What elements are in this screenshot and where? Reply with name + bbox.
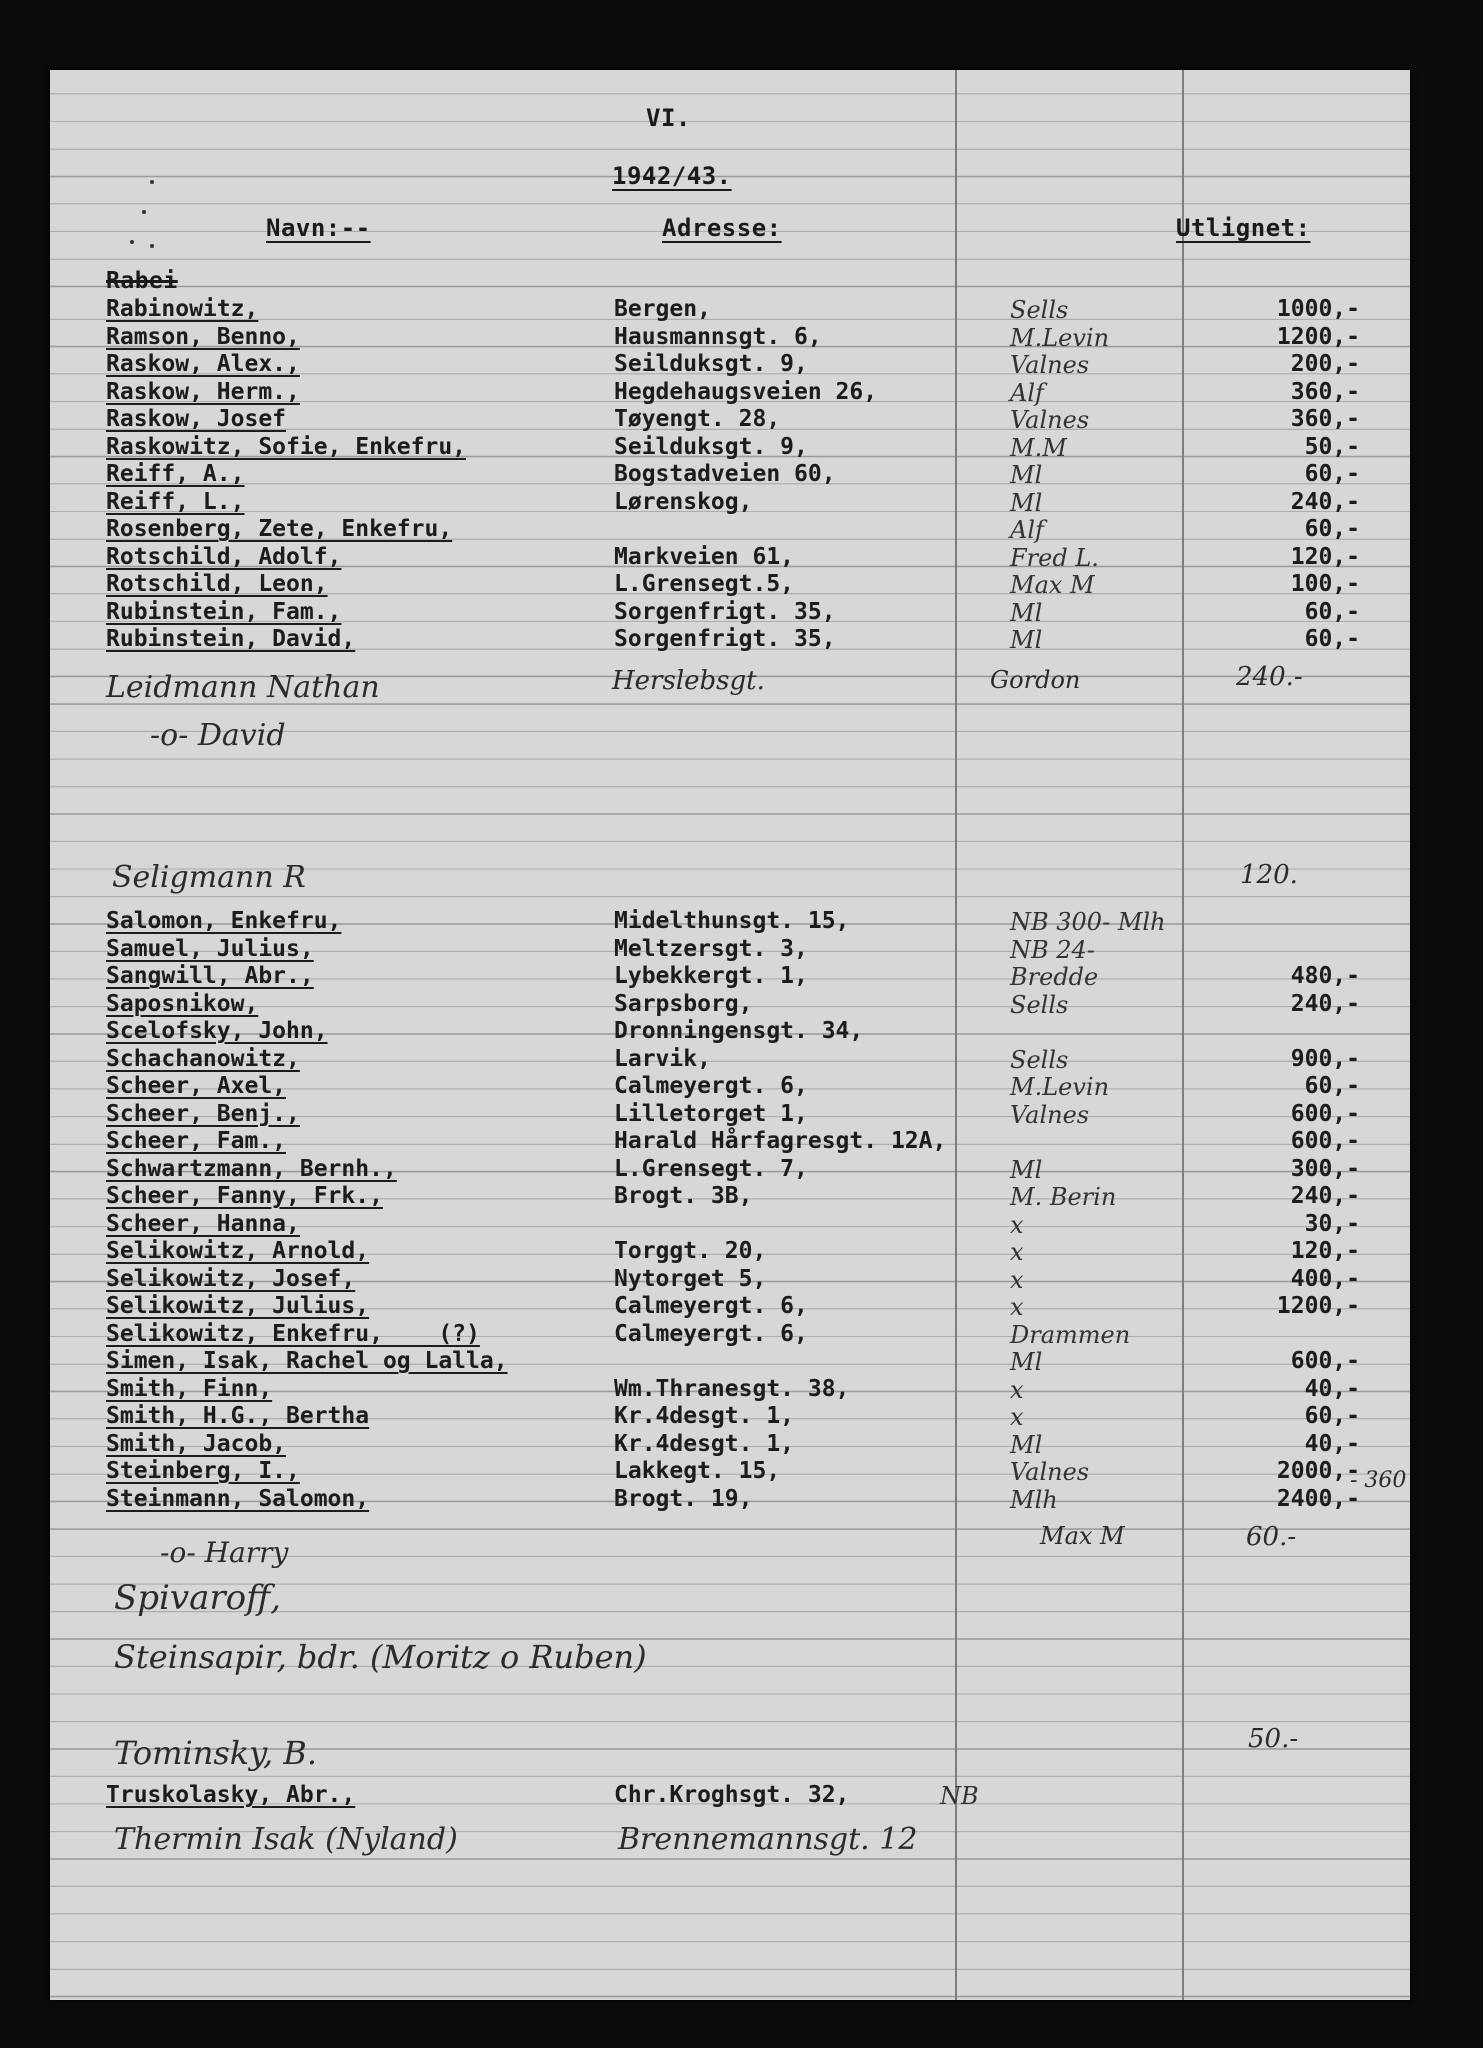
row-address: Sarpsborg, [614, 990, 753, 1017]
row-address: Bergen, [614, 296, 711, 322]
row-address: Chr.Kroghsgt. 32, [614, 1782, 850, 1808]
handwritten-line-steinsapir: Steinsapir, bdr. (Moritz o Ruben) [114, 1638, 647, 1676]
row-note: Ml [1010, 1155, 1043, 1184]
table-row [50, 1018, 1410, 1046]
table-row [50, 406, 1410, 434]
row-amount: 240,- [1290, 990, 1360, 1017]
table-row [50, 1156, 1410, 1184]
row-name: Rotschild, Adolf, [106, 543, 342, 570]
table-row [50, 571, 1410, 599]
row-address: Seilduksgt. 9, [614, 433, 808, 460]
row-name: Rubinstein, Fam., [106, 598, 342, 625]
ink-marks [120, 180, 170, 270]
row-name: Scelofsky, John, [106, 1018, 328, 1044]
row-amount: 900,- [1290, 1045, 1360, 1072]
handwritten-amount-seligmann: 120. [1240, 860, 1298, 890]
table-row [50, 1293, 1410, 1321]
table-row [50, 1321, 1410, 1349]
row-amount: 2400,- [1276, 1485, 1360, 1512]
row-note: M. Berin [1010, 1183, 1117, 1211]
row-address: Brogt. 3B, [614, 1183, 753, 1209]
row-note: Valnes [1010, 1100, 1090, 1129]
row-name: Rosenberg, Zete, Enkefru, [106, 516, 453, 542]
row-amount: 200,- [1290, 351, 1360, 377]
row-name: Scheer, Axel, [106, 1073, 287, 1099]
row-amount: 360,- [1290, 378, 1360, 405]
row-note: M.Levin [1010, 323, 1110, 352]
handwritten-note: Gordon [990, 666, 1081, 694]
row-name: Truskolasky, Abr., [106, 1782, 356, 1808]
row-address: Dronningensgt. 34, [614, 1018, 864, 1044]
row-note: Sells [1010, 990, 1069, 1019]
row-name: Smith, Finn, [106, 1375, 273, 1402]
row-name: Raskow, Josef [106, 406, 287, 432]
row-address: Lilletorget 1, [614, 1100, 808, 1127]
table-row [50, 489, 1410, 517]
table-row [50, 1376, 1410, 1404]
table-row [50, 296, 1410, 324]
row-address: Harald Hårfagresgt. 12A, [614, 1128, 947, 1154]
handwritten-name-harry: -o- Harry [160, 1536, 289, 1569]
row-name: Scheer, Benj., [106, 1100, 300, 1127]
row-amount: 50,- [1304, 433, 1360, 460]
row-name: Selikowitz, Arnold, [106, 1238, 370, 1264]
row-address: Hausmannsgt. 6, [614, 323, 822, 350]
row-note: NB 300- Mlh [1010, 908, 1166, 936]
row-amount: 240,- [1290, 1183, 1360, 1209]
handwritten-name-thermin: Thermin Isak (Nyland) [114, 1822, 458, 1857]
row-address: Markveien 61, [614, 543, 795, 570]
row-note: x [1010, 1375, 1024, 1404]
row-note: Ml [1010, 626, 1043, 654]
row-note: Alf [1010, 516, 1044, 544]
handwritten-line-spivaroff: Spivaroff, [114, 1578, 282, 1618]
table-row [50, 351, 1410, 379]
page-number: VI. [646, 104, 691, 132]
handwritten-note-harry: Max M [1040, 1522, 1125, 1550]
row-note: M.M [1010, 433, 1067, 462]
row-address: L.Grensegt. 7, [614, 1155, 808, 1182]
row-address: Sorgenfrigt. 35, [614, 598, 836, 625]
row-address: Kr.4desgt. 1, [614, 1403, 795, 1429]
table-row [50, 963, 1410, 991]
row-amount: 300,- [1290, 1155, 1360, 1182]
table-row [50, 936, 1410, 964]
row-name: Selikowitz, Josef, [106, 1265, 356, 1292]
row-address: Meltzersgt. 3, [614, 935, 808, 962]
row-name: Smith, Jacob, [106, 1430, 287, 1457]
row-amount: 2000,- [1276, 1458, 1360, 1484]
row-amount: 60,- [1304, 1403, 1360, 1429]
row-note: Ml [1010, 461, 1043, 489]
row-name: Simen, Isak, Rachel og Lalla, [106, 1348, 508, 1374]
table-row [50, 1046, 1410, 1074]
row-amount: 400,- [1290, 1265, 1360, 1292]
row-note: Bredde [1010, 963, 1099, 991]
row-note: Valnes [1010, 1458, 1090, 1486]
row-amount: 60,- [1304, 461, 1360, 487]
row-address: Nytorget 5, [614, 1265, 767, 1292]
row-amount: 600,- [1290, 1100, 1360, 1127]
row-amount: 100,- [1290, 571, 1360, 597]
row-address: Calmeyergt. 6, [614, 1320, 808, 1347]
row-name: Salomon, Enkefru, [106, 908, 342, 934]
row-address: Torggt. 20, [614, 1238, 767, 1264]
row-note: x [1010, 1210, 1024, 1239]
row-amount: 1200,- [1276, 323, 1360, 350]
row-note: x [1010, 1293, 1024, 1321]
table-row [50, 1101, 1410, 1129]
row-name: Rabinowitz, [106, 296, 259, 322]
table-row [50, 1403, 1410, 1431]
row-address: Lakkegt. 15, [614, 1458, 781, 1484]
year-heading: 1942/43. [612, 162, 732, 190]
row-amount: 480,- [1290, 963, 1360, 989]
row-note: NB [940, 1782, 979, 1810]
row-amount: 1200,- [1276, 1293, 1360, 1319]
row-note: Valnes [1010, 406, 1090, 434]
row-amount: 600,- [1290, 1128, 1360, 1154]
row-note: M.Levin [1010, 1073, 1110, 1101]
table-row [50, 1128, 1410, 1156]
handwritten-amount-harry: 60.- [1246, 1522, 1297, 1552]
row-amount: 120,- [1290, 543, 1360, 570]
table-row [50, 324, 1410, 352]
row-address: Lybekkergt. 1, [614, 963, 808, 989]
row-address: Seilduksgt. 9, [614, 351, 808, 377]
row-name: Schachanowitz, [106, 1045, 300, 1072]
table-row [50, 1238, 1410, 1266]
row-note: Alf [1010, 378, 1044, 407]
row-name: Steinmann, Salomon, [106, 1485, 370, 1512]
row-name: Scheer, Fam., [106, 1128, 287, 1154]
row-note: x [1010, 1265, 1024, 1294]
row-name: Raskowitz, Sofie, Enkefru, [106, 433, 467, 460]
table-row [50, 908, 1410, 936]
table-row [50, 1266, 1410, 1294]
row-amount: 30,- [1304, 1210, 1360, 1237]
row-address: L.Grensegt.5, [614, 571, 795, 597]
row-address: Wm.Thranesgt. 38, [614, 1375, 850, 1402]
row-note: Fred L. [1010, 543, 1099, 572]
row-amount: 60,- [1304, 1073, 1360, 1099]
handwritten-address: Herslebsgt. [612, 666, 765, 696]
table-row [50, 1211, 1410, 1239]
table-row [50, 1073, 1410, 1101]
row-amount: 360,- [1290, 406, 1360, 432]
row-address: Hegdehaugsveien 26, [614, 378, 878, 405]
row-note: Ml [1010, 1348, 1043, 1376]
handwritten-name-2: -o- David [150, 718, 286, 753]
row-amount: 60,- [1304, 598, 1360, 625]
row-note: x [1010, 1403, 1024, 1431]
row-name: Smith, H.G., Bertha [106, 1403, 370, 1429]
row-note: Max M [1010, 571, 1095, 599]
ledger-page [50, 70, 1410, 2000]
row-address: Brogt. 19, [614, 1485, 753, 1512]
row-name: Rubinstein, David, [106, 626, 356, 652]
row-name: Saposnikow, [106, 990, 259, 1017]
row-name: Raskow, Alex., [106, 351, 300, 377]
table-row [50, 434, 1410, 462]
row-address: Kr.4desgt. 1, [614, 1430, 795, 1457]
handwritten-address-thermin: Brennemannsgt. 12 [618, 1822, 918, 1857]
row-note: Sells [1010, 1045, 1069, 1074]
row-address: Bogstadveien 60, [614, 461, 836, 487]
row-amount: 240,- [1290, 488, 1360, 515]
handwritten-amount: 240.- [1236, 662, 1303, 692]
table-row [50, 461, 1410, 489]
table-row [50, 516, 1410, 544]
struck-heading: Rabei [106, 268, 178, 294]
column-header-name: Navn:-- [266, 214, 371, 242]
table-row [50, 1348, 1410, 1376]
row-note: Mlh [1010, 1485, 1058, 1514]
row-name: Sangwill, Abr., [106, 963, 314, 989]
row-address: Lørenskog, [614, 488, 753, 515]
table-row [50, 599, 1410, 627]
row-note: Ml [1010, 598, 1043, 627]
handwritten-name: Leidmann Nathan [106, 670, 380, 705]
row-amount: 60,- [1304, 626, 1360, 652]
table-row [50, 1183, 1410, 1211]
row-amount: 1000,- [1276, 296, 1360, 322]
row-address: Calmeyergt. 6, [614, 1293, 808, 1319]
handwritten-amount-tominsky: 50.- [1248, 1724, 1299, 1754]
row-amount: 600,- [1290, 1348, 1360, 1374]
row-note: Ml [1010, 488, 1043, 517]
row-name: Steinberg, I., [106, 1458, 300, 1484]
row-address: Midelthunsgt. 15, [614, 908, 850, 934]
margin-note: - 360 [1350, 1468, 1407, 1493]
handwritten-name-tominsky: Tominsky, B. [114, 1734, 317, 1772]
row-amount: 40,- [1304, 1430, 1360, 1457]
row-name: Reiff, A., [106, 461, 245, 487]
table-row [50, 991, 1410, 1019]
row-note: x [1010, 1238, 1024, 1266]
row-note: Drammen [1010, 1320, 1131, 1349]
row-note: Sells [1010, 296, 1069, 324]
table-row [50, 1431, 1410, 1459]
row-amount: 60,- [1304, 516, 1360, 542]
row-name: Schwartzmann, Bernh., [106, 1155, 397, 1182]
row-amount: 120,- [1290, 1238, 1360, 1264]
row-name: Rotschild, Leon, [106, 571, 328, 597]
row-address: Tøyengt. 28, [614, 406, 781, 432]
row-name: Samuel, Julius, [106, 935, 314, 962]
table-row [50, 379, 1410, 407]
row-note: NB 24- [1010, 935, 1095, 964]
column-header-amount: Utlignet: [1176, 214, 1311, 242]
table-row [50, 544, 1410, 572]
row-name: Scheer, Hanna, [106, 1210, 300, 1237]
table-row [50, 1486, 1410, 1514]
row-name: Raskow, Herm., [106, 378, 300, 405]
row-name: Selikowitz, Enkefru, (?) [106, 1320, 480, 1347]
row-name: Ramson, Benno, [106, 323, 300, 350]
table-row [50, 626, 1410, 654]
row-amount: 40,- [1304, 1375, 1360, 1402]
row-note: Ml [1010, 1430, 1043, 1459]
handwritten-name-seligmann: Seligmann R [112, 860, 306, 895]
row-note: Valnes [1010, 351, 1090, 379]
row-name: Scheer, Fanny, Frk., [106, 1183, 383, 1209]
row-name: Reiff, L., [106, 488, 245, 515]
row-name: Selikowitz, Julius, [106, 1293, 370, 1319]
row-address: Sorgenfrigt. 35, [614, 626, 836, 652]
row-address: Calmeyergt. 6, [614, 1073, 808, 1099]
row-address: Larvik, [614, 1045, 711, 1072]
column-header-address: Adresse: [662, 214, 782, 242]
table-row-truskolasky [50, 1782, 1410, 1810]
table-row [50, 1458, 1410, 1486]
